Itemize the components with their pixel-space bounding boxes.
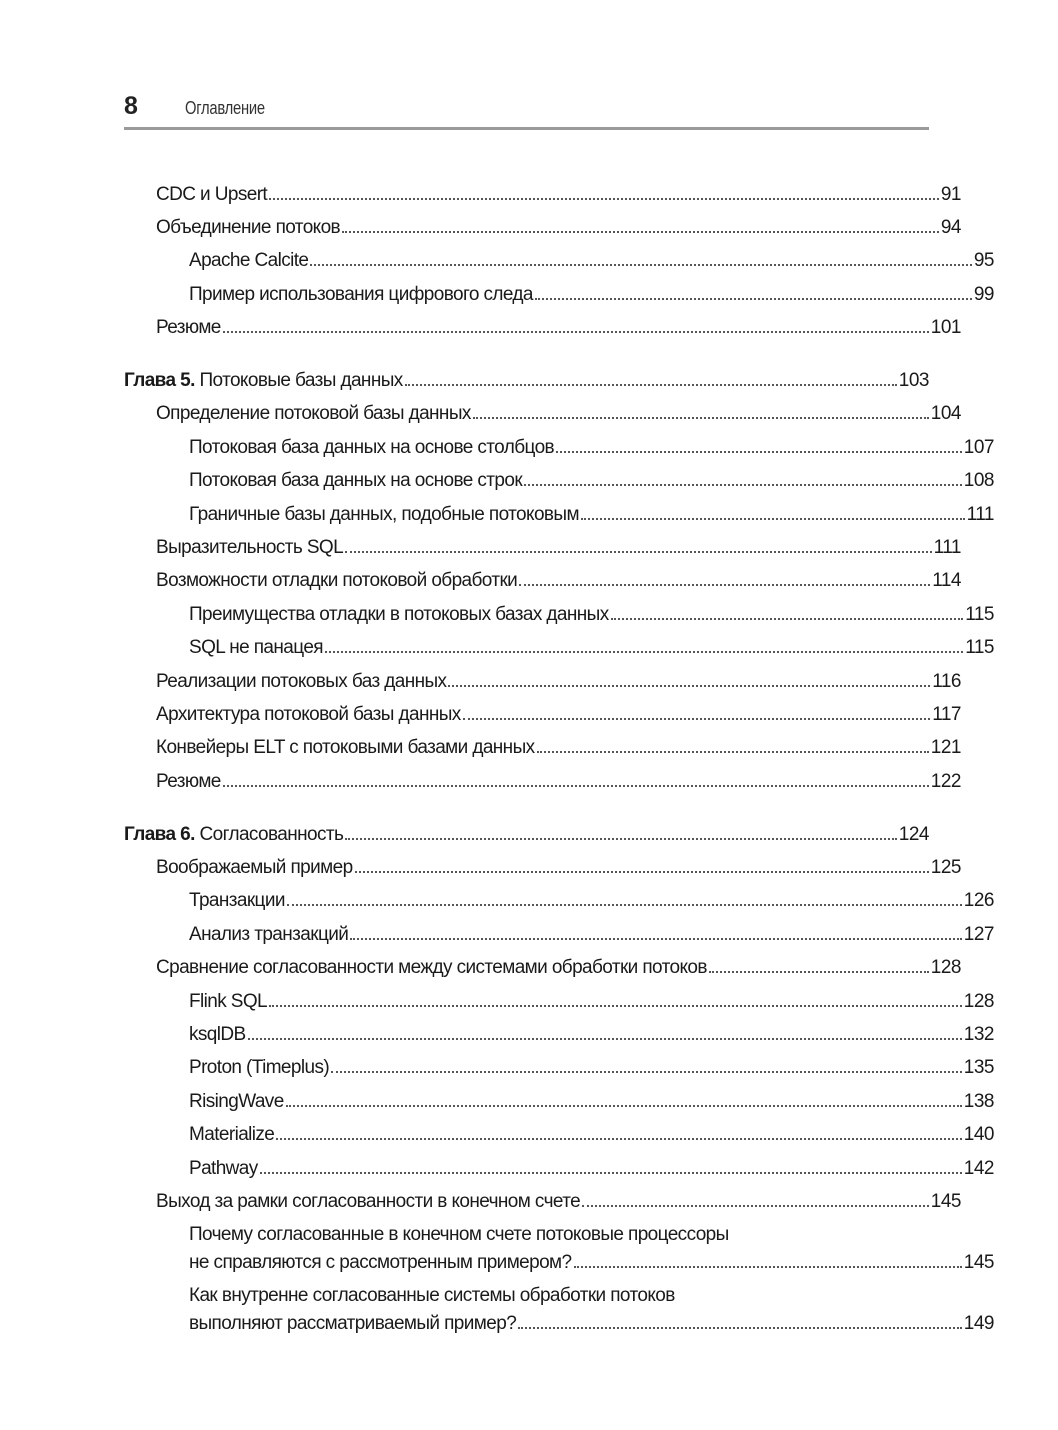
toc-entry[interactable]: [124, 736, 961, 760]
toc-entry-page: 114: [932, 570, 961, 591]
toc-entry[interactable]: [124, 183, 961, 207]
toc-entry-page: 116: [932, 671, 961, 692]
toc-entry[interactable]: [124, 503, 994, 527]
chapter-label: Глава 5.: [124, 370, 195, 391]
toc-entry-title: не справляются с рассмотренным примером?: [189, 1252, 572, 1273]
toc-chapter-entry[interactable]: [124, 823, 929, 847]
dot-leader: [345, 838, 896, 840]
dot-leader: [355, 871, 929, 873]
dot-leader: [709, 971, 929, 973]
toc-entry-page: 115: [965, 604, 994, 625]
toc-entry[interactable]: [124, 1090, 994, 1114]
toc-entry-page: 111: [966, 504, 994, 525]
toc-entry-title: Конвейеры ELT с потоковыми базами данных: [156, 737, 535, 758]
page-number: 8: [124, 92, 138, 120]
dot-leader: [574, 1266, 962, 1268]
toc-entry[interactable]: [124, 923, 994, 947]
toc-entry-title: Pathway: [189, 1158, 258, 1179]
toc-entry-title: выполняют рассматриваемый пример?: [189, 1313, 517, 1334]
toc-entry-title: Резюме: [156, 317, 221, 338]
dot-leader: [611, 618, 964, 620]
dot-leader: [287, 904, 962, 906]
toc-entry[interactable]: [124, 249, 994, 273]
toc-entry-title: Apache Calcite: [189, 250, 309, 271]
toc-entry-page: 115: [965, 637, 994, 658]
toc-entry[interactable]: [124, 402, 961, 426]
dot-leader: [286, 1105, 962, 1107]
dot-leader: [269, 1005, 962, 1007]
toc-entry-page: 145: [930, 1191, 961, 1212]
toc-entry-title: CDC и Upsert: [156, 184, 268, 205]
toc-entry[interactable]: [124, 1023, 994, 1047]
toc-entry-title: Потоковая база данных на основе строк: [189, 470, 523, 491]
toc-entry-title: Сравнение согласованности между системами обработки потоков: [156, 957, 707, 978]
toc-entry-title: Определение потоковой базы данных: [156, 403, 471, 424]
toc-entry[interactable]: [124, 436, 994, 460]
chapter-label: Глава 6.: [124, 824, 195, 845]
toc-entry[interactable]: [124, 469, 994, 493]
toc-entry[interactable]: [124, 990, 994, 1014]
toc-entry[interactable]: [124, 856, 961, 880]
toc-entry-page: 128: [963, 991, 994, 1012]
toc-entry-title: Воображаемый пример: [156, 857, 353, 878]
toc-entry-title-line1: Почему согласованные в конечном счете потоковые процессоры: [189, 1224, 729, 1245]
toc-entry-title: Реализации потоковых баз данных: [156, 671, 447, 692]
running-title: Оглавление: [185, 98, 265, 118]
toc-entry[interactable]: [124, 1157, 994, 1181]
dot-leader: [448, 685, 930, 687]
toc-entry-title: SQL не панацея: [189, 637, 323, 658]
toc-entry-page: 132: [963, 1024, 994, 1045]
toc-entry-page: 125: [930, 857, 961, 878]
toc-entry-title: Пример использования цифрового следа: [189, 284, 533, 305]
dot-leader: [473, 417, 929, 419]
header-rule: [124, 127, 929, 130]
dot-leader: [405, 384, 897, 386]
toc-entry-title: Согласованность: [194, 824, 344, 845]
toc-entry-title: Потоковые базы данных: [194, 370, 403, 391]
toc-entry-title: Потоковая база данных на основе столбцов: [189, 437, 555, 458]
toc-entry-title: Объединение потоков: [156, 217, 341, 238]
dot-leader: [582, 1205, 929, 1207]
toc-entry-page: 99: [973, 284, 994, 305]
toc-entry[interactable]: [124, 670, 961, 694]
toc-entry-title: Архитектура потоковой базы данных: [156, 704, 461, 725]
toc-entry-page: 124: [898, 824, 929, 845]
toc-entry-page: 101: [930, 317, 961, 338]
dot-leader: [269, 198, 939, 200]
toc-entry-page: 122: [930, 771, 961, 792]
toc-entry-title: Резюме: [156, 771, 221, 792]
dot-leader: [518, 1327, 962, 1329]
toc-entry-page: 140: [963, 1124, 994, 1145]
toc-entry[interactable]: [124, 603, 994, 627]
toc-entry[interactable]: [124, 636, 994, 660]
toc-entry-title: ksqlDB: [189, 1024, 246, 1045]
dot-leader: [350, 938, 962, 940]
toc-entry-page: 121: [930, 737, 961, 758]
toc-entry[interactable]: [124, 1223, 994, 1275]
dot-leader: [310, 264, 971, 266]
dot-leader: [556, 451, 962, 453]
toc-entry-page: 127: [963, 924, 994, 945]
toc-entry[interactable]: [124, 569, 961, 593]
dot-leader: [276, 1138, 962, 1140]
toc-entry-page: 149: [963, 1313, 994, 1334]
toc-entry-title: Выход за рамки согласованности в конечном счете: [156, 1191, 581, 1212]
toc-entry-title-line1: Как внутренне согласованные системы обработки потоков: [189, 1285, 675, 1306]
toc-entry-page: 126: [963, 890, 994, 911]
toc-entry[interactable]: [124, 536, 961, 560]
dot-leader: [524, 484, 962, 486]
dot-leader: [519, 584, 930, 586]
toc-entry[interactable]: [124, 283, 994, 307]
toc-entry[interactable]: [124, 216, 961, 240]
dot-leader: [260, 1172, 962, 1174]
toc-entry-page: 145: [963, 1252, 994, 1273]
toc-entry[interactable]: [124, 1190, 961, 1214]
dot-leader: [248, 1038, 962, 1040]
toc-entry[interactable]: [124, 1123, 994, 1147]
toc-entry-page: 104: [930, 403, 961, 424]
dot-leader: [581, 518, 965, 520]
toc-entry-page: 117: [932, 704, 961, 725]
dot-leader: [223, 785, 929, 787]
toc-entry-page: 138: [963, 1091, 994, 1112]
toc-entry-title: RisingWave: [189, 1091, 284, 1112]
toc-entry[interactable]: [124, 956, 961, 980]
toc-entry-title: Анализ транзакций: [189, 924, 349, 945]
toc-entry-page: 128: [930, 957, 961, 978]
dot-leader: [537, 751, 929, 753]
dot-leader: [223, 331, 929, 333]
dot-leader: [535, 298, 972, 300]
dot-leader: [345, 551, 932, 553]
toc-chapter-entry[interactable]: [124, 369, 929, 393]
toc-entry[interactable]: [124, 770, 961, 794]
toc-entry-title: Преимущества отладки в потоковых базах данных: [189, 604, 609, 625]
toc-entry-title: Выразительность SQL: [156, 537, 344, 558]
toc-entry[interactable]: [124, 889, 994, 913]
toc-entry-page: 107: [963, 437, 994, 458]
toc-entry[interactable]: [124, 1284, 994, 1336]
toc-entry[interactable]: [124, 316, 961, 340]
toc-entry-page: 111: [933, 537, 961, 558]
toc-entry[interactable]: [124, 703, 961, 727]
toc-entry-title: Proton (Timeplus): [189, 1057, 330, 1078]
dot-leader: [325, 651, 963, 653]
toc-entry-page: 91: [940, 184, 961, 205]
page-header: [124, 92, 929, 132]
toc-entry-title: Граничные базы данных, подобные потоковым: [189, 504, 579, 525]
dot-leader: [342, 231, 939, 233]
toc-entry-title: Транзакции: [189, 890, 285, 911]
dot-leader: [331, 1071, 962, 1073]
toc-entry-page: 95: [973, 250, 994, 271]
toc-entry-title: Возможности отладки потоковой обработки: [156, 570, 518, 591]
toc-entry-title: Flink SQL: [189, 991, 268, 1012]
toc-entry-page: 108: [963, 470, 994, 491]
toc-entry-page: 94: [940, 217, 961, 238]
toc-entry-page: 135: [963, 1057, 994, 1078]
toc-entry-page: 103: [898, 370, 929, 391]
dot-leader: [463, 718, 930, 720]
toc-entry-page: 142: [963, 1158, 994, 1179]
toc-entry[interactable]: [124, 1056, 994, 1080]
toc-entry-title: Materialize: [189, 1124, 275, 1145]
